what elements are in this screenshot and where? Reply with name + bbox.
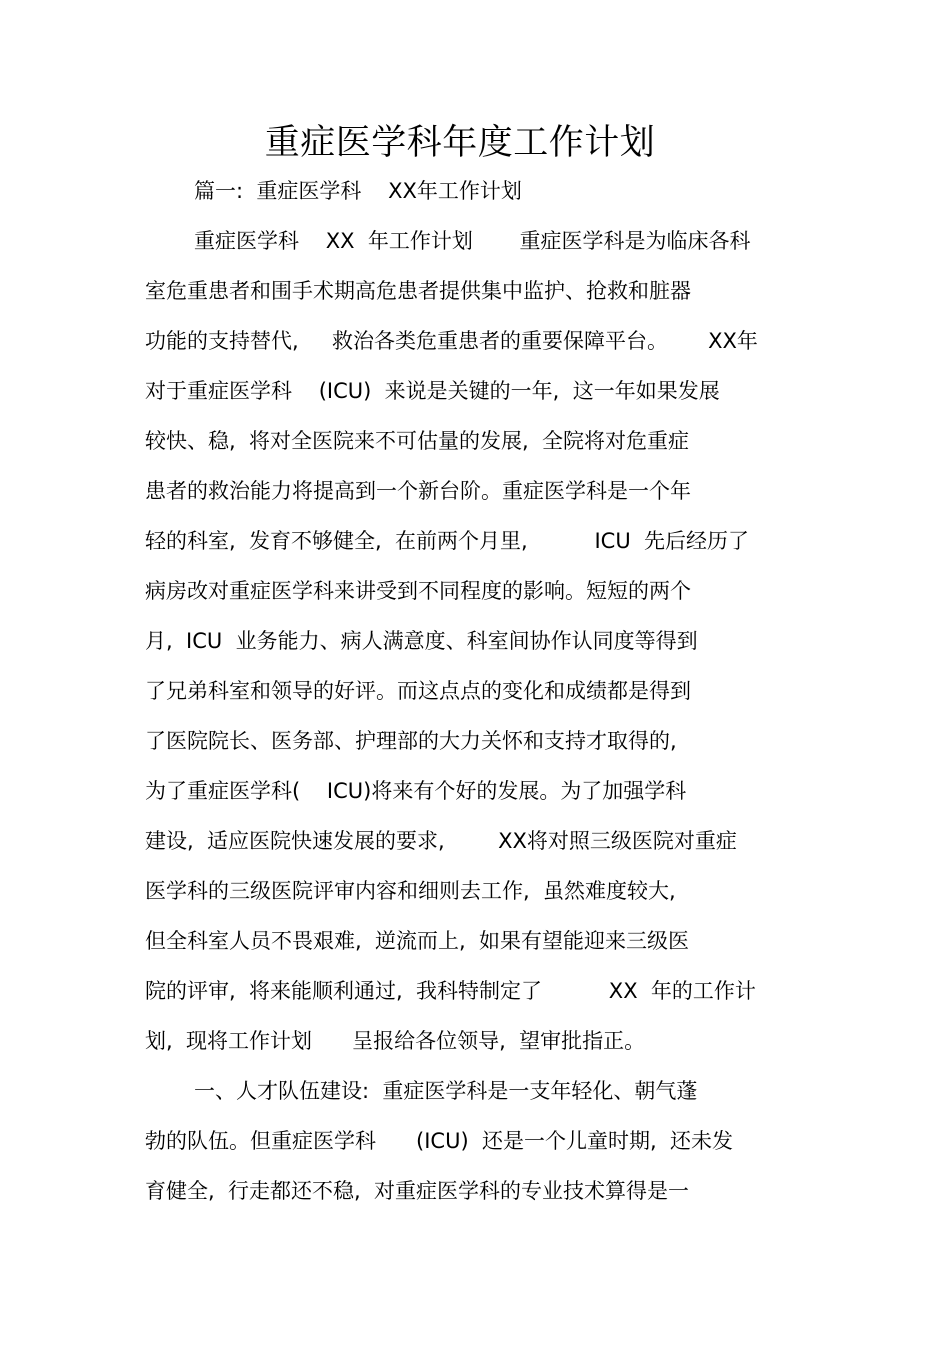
paragraph-line: 患者的救治能力将提高到一个新台阶。重症医学科是一个年 <box>145 479 691 503</box>
document-subtitle: 篇一: 重症医学科 XX年工作计划 <box>194 179 522 203</box>
paragraph-line: 重症医学科 XX 年工作计划 重症医学科是为临床各科 <box>194 229 751 253</box>
paragraph-line: 育健全, 行走都还不稳, 对重症医学科的专业技术算得是一 <box>145 1179 690 1203</box>
paragraph-line: 了兄弟科室和领导的好评。而这点点的变化和成绩都是得到 <box>145 679 691 703</box>
paragraph-line: 对于重症医学科 (ICU) 来说是关键的一年, 这一年如果发展 <box>145 379 720 403</box>
document-title: 重症医学科年度工作计划 <box>264 123 656 163</box>
paragraph-line: 月, ICU 业务能力、病人满意度、科室间协作认同度等得到 <box>145 629 698 653</box>
paragraph-line: 室危重患者和围手术期高危患者提供集中监护、抢救和脏器 <box>145 279 691 303</box>
paragraph-line: 勃的队伍。但重症医学科 (ICU) 还是一个儿童时期, 还未发 <box>145 1129 734 1153</box>
paragraph-line: 建设, 适应医院快速发展的要求, XX将对照三级医院对重症 <box>145 829 737 853</box>
paragraph-line: 为了重症医学科( ICU)将来有个好的发展。为了加强学科 <box>145 779 687 803</box>
paragraph-line: 院的评审, 将来能顺利通过, 我科特制定了 XX 年的工作计 <box>145 979 756 1003</box>
paragraph-line: 了医院院长、医务部、护理部的大力关怀和支持才取得的, <box>145 729 677 753</box>
paragraph-line: 医学科的三级医院评审内容和细则去工作, 虽然难度较大, <box>145 879 676 903</box>
section-heading-line: 一、人才队伍建设: 重症医学科是一支年轻化、朝气蓬 <box>194 1079 698 1103</box>
paragraph-line: 但全科室人员不畏艰难, 逆流而上, 如果有望能迎来三级医 <box>145 929 690 953</box>
paragraph-line: 病房改对重症医学科来讲受到不同程度的影响。短短的两个 <box>145 579 691 603</box>
paragraph-line: 较快、稳, 将对全医院来不可估量的发展, 全院将对危重症 <box>145 429 690 453</box>
paragraph-line: 功能的支持替代, 救治各类危重患者的重要保障平台。 XX年 <box>145 329 758 353</box>
paragraph-line: 轻的科室, 发育不够健全, 在前两个月里, ICU 先后经历了 <box>145 529 750 553</box>
paragraph-line: 划, 现将工作计划 呈报给各位领导, 望审批指正。 <box>145 1029 646 1053</box>
